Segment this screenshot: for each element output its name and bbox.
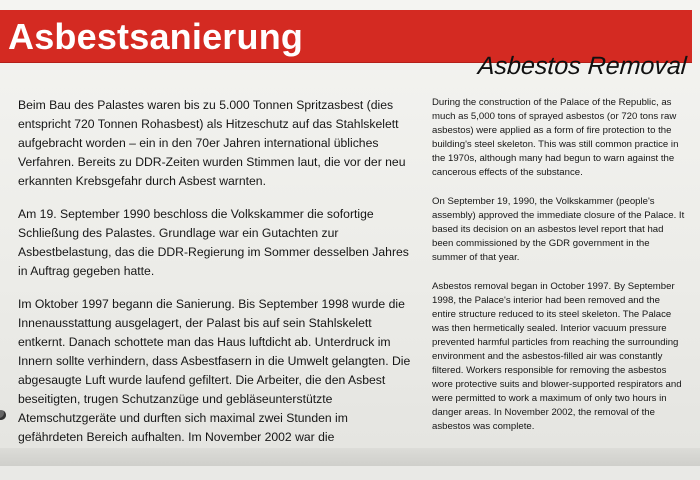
sign-title: Asbestsanierung — [8, 16, 304, 57]
english-text-column — [432, 96, 686, 449]
sign-bottom-edge — [0, 448, 700, 466]
german-paragraph-2: Am 19. September 1990 beschloss die Volkskammer die sofortige Schließung des Palastes. Grundlage war ein Gutachten zur Asbestbelastung, das die DDR-Regierung im Sommer desselben Jahres in Auftrag gegeben hatte. — [18, 207, 409, 278]
english-paragraph-2: On September 19, 1990, the Volkskammer (people's assembly) approved the immediate closure of the Palace. It based its decision on an asbestos level report that had been commissioned by the GDR government in the summer of that year. — [432, 196, 685, 263]
mounting-rivet — [0, 410, 6, 420]
german-paragraph-3: Im Oktober 1997 begann die Sanierung. Bis September 1998 wurde die Innenausstattung ausgelagert, der Palast bis auf sein Stahlskelett entkernt. Danach schottete man das Haus luftdicht ab. Unterdruck im Innern sollte verhindern, dass Asbestfasern in die Umwelt gelangten. Die abgesaugte Luft wurde laufend gefiltert. Die Arbeiter, die den Asbest beseitigten, trugen Schutzanzüge und gebläseunterstützte Atemschutzgeräte und durften sich maximal zwei Stunden im gefährdeten Bereich aufhalten. Im November 2002 war die — [18, 297, 411, 444]
english-paragraph-1: During the construction of the Palace of the Republic, as much as 5,000 tons of sprayed asbestos (or 720 tons raw asbestos) were applied as a form of fire protection to the building's steel skeleton. This was still common practice in the 1970s, although many had begun to warn against the cancerous effects of the substance. — [432, 97, 679, 178]
english-paragraph-3: Asbestos removal began in October 1997. By September 1998, the Palace's interior had been removed and the entire structure reduced to its steel skeleton. The Palace was then hermetically sealed. Interior vacuum pressure prevented harmful particles from reaching the surrounding environment and the asbestos-filled air was constantly filtered. Workers responsible for removing the asbestos wore protective suits and blower-supported respirators and were permitted to work a maximum of only two hours in danger areas. In November 2002, the removal of the asbestos was complete. — [432, 281, 682, 432]
german-paragraph-1: Beim Bau des Palastes waren bis zu 5.000 Tonnen Spritzasbest (dies entspricht 720 Tonnen Rohasbest) als Hitzeschutz auf das Stahlskelett aufgebracht worden – ein in den 70er Jahren international übliches Verfahren. Bereits zu DDR-Zeiten wurden Stimmen laut, die vor der neu erkannten Krebsgefahr durch Asbest warnten. — [18, 98, 406, 188]
german-text-column — [18, 96, 416, 480]
sign-subtitle: Asbestos Removal — [476, 52, 688, 80]
